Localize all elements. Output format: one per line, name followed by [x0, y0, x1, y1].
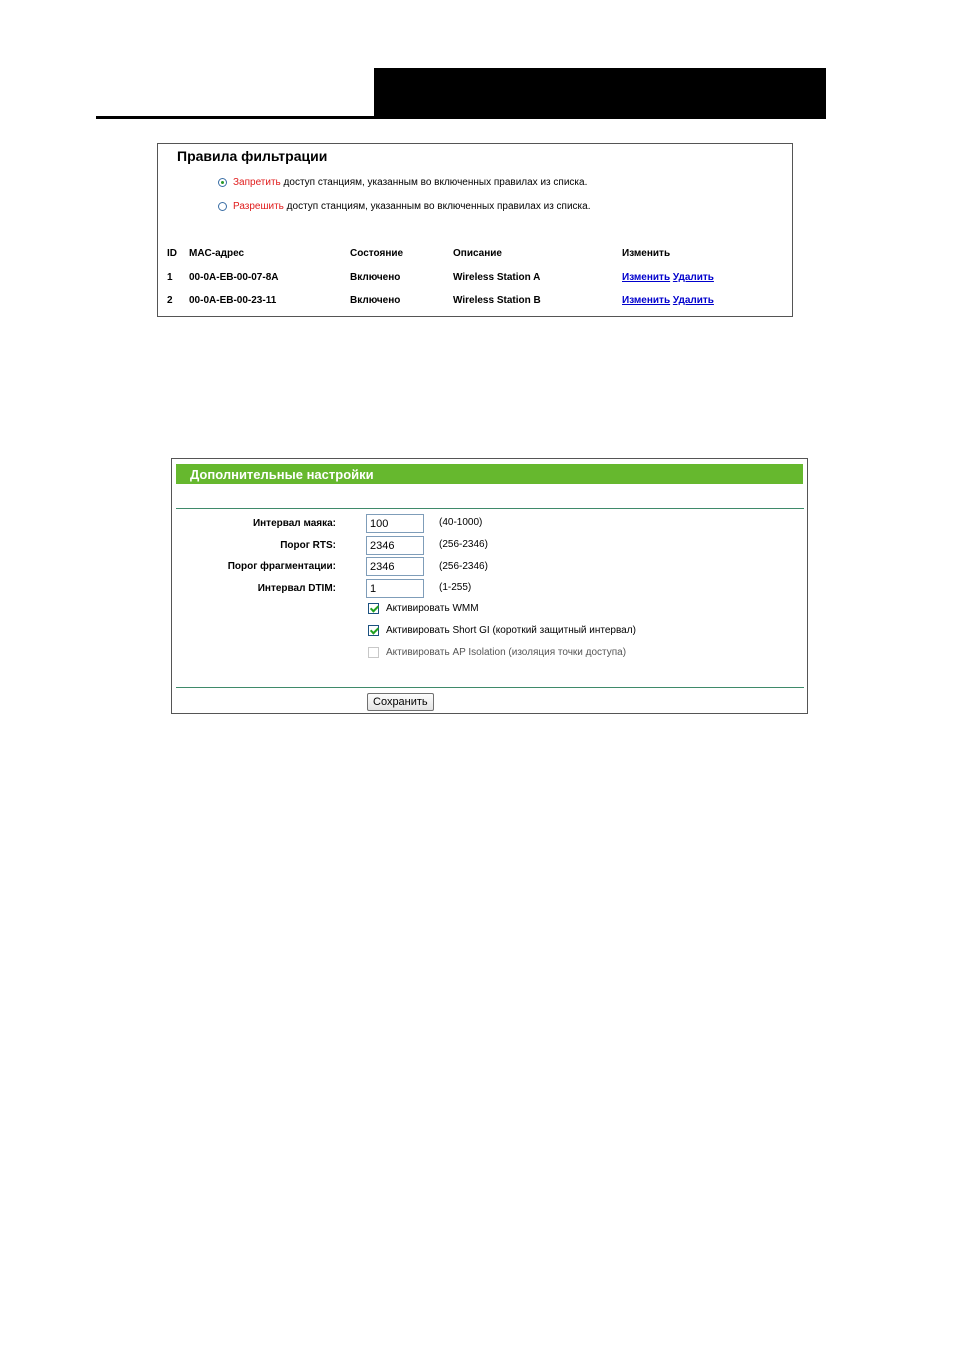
- page-header-bar: [374, 68, 824, 118]
- delete-link[interactable]: Удалить: [672, 271, 714, 283]
- beacon-interval-label: Интервал маяка:: [252, 518, 336, 529]
- row-actions: [622, 272, 714, 283]
- radio-allow[interactable]: [218, 202, 227, 211]
- row-mac: 00-0A-EB-00-23-11: [189, 295, 277, 306]
- allow-label-text: доступ станциям, указанным во включенных правилах из списка.: [283, 201, 591, 212]
- row-state: Включено: [350, 295, 401, 306]
- ap-isolation-checkbox: [368, 647, 379, 658]
- advanced-settings-panel: [171, 458, 808, 714]
- short-gi-option[interactable]: [368, 625, 636, 636]
- deny-label-text: доступ станциям, указанным во включенных правилах из списка.: [280, 177, 588, 188]
- page-header-rule: [96, 116, 826, 119]
- dtim-interval-range: (1-255): [439, 582, 472, 593]
- ap-isolation-option: [368, 647, 626, 658]
- row-state: Включено: [350, 271, 401, 283]
- deny-label-highlight: Запретить: [233, 177, 281, 188]
- rts-threshold-label: Порог RTS:: [280, 540, 336, 551]
- col-state: Состояние: [350, 248, 404, 259]
- advanced-settings-header: [176, 464, 803, 484]
- col-mac: MAC-адрес: [189, 248, 245, 259]
- filter-rules-panel: [157, 143, 793, 317]
- save-button[interactable]: Сохранить: [367, 693, 434, 711]
- fragmentation-threshold-label: Порог фрагментации:: [227, 561, 336, 572]
- beacon-interval-input[interactable]: [366, 514, 424, 533]
- row-actions: [622, 295, 714, 306]
- row-mac: 00-0A-EB-00-07-8A: [189, 271, 279, 283]
- col-description: Описание: [453, 248, 502, 259]
- allow-radio-option[interactable]: [218, 201, 591, 212]
- short-gi-checkbox[interactable]: [368, 625, 379, 636]
- wmm-checkbox[interactable]: [368, 603, 379, 614]
- bottom-divider: [176, 687, 804, 688]
- fragmentation-threshold-range: (256-2346): [439, 561, 488, 572]
- dtim-interval-input[interactable]: [366, 579, 424, 598]
- filter-rules-title: Правила фильтрации: [177, 148, 328, 164]
- short-gi-label: Активировать Short GI (короткий защитный интервал): [386, 625, 636, 636]
- row-description: Wireless Station B: [453, 295, 541, 306]
- ap-isolation-label: Активировать AP Isolation (изоляция точки доступа): [386, 647, 627, 658]
- deny-radio-option[interactable]: [218, 177, 587, 188]
- radio-deny[interactable]: [218, 178, 227, 187]
- wmm-option[interactable]: [368, 603, 479, 614]
- delete-link[interactable]: Удалить: [672, 295, 714, 306]
- dtim-interval-label: Интервал DTIM:: [257, 583, 336, 594]
- top-divider: [176, 508, 804, 509]
- rts-threshold-range: (256-2346): [439, 539, 488, 550]
- col-edit: Изменить: [622, 248, 671, 259]
- beacon-interval-range: (40-1000): [439, 517, 483, 528]
- row-id: 2: [167, 295, 173, 306]
- page-header-edge: [824, 68, 826, 119]
- rts-threshold-input[interactable]: [366, 536, 424, 555]
- row-description: Wireless Station A: [453, 271, 541, 283]
- allow-label-highlight: Разрешить: [233, 201, 284, 212]
- col-id: ID: [167, 248, 177, 259]
- edit-link[interactable]: Изменить: [622, 295, 671, 306]
- row-id: 1: [167, 271, 173, 283]
- advanced-settings-title: Дополнительные настройки: [190, 467, 374, 482]
- fragmentation-threshold-input[interactable]: [366, 557, 424, 576]
- wmm-label: Активировать WMM: [386, 603, 479, 614]
- edit-link[interactable]: Изменить: [622, 271, 671, 283]
